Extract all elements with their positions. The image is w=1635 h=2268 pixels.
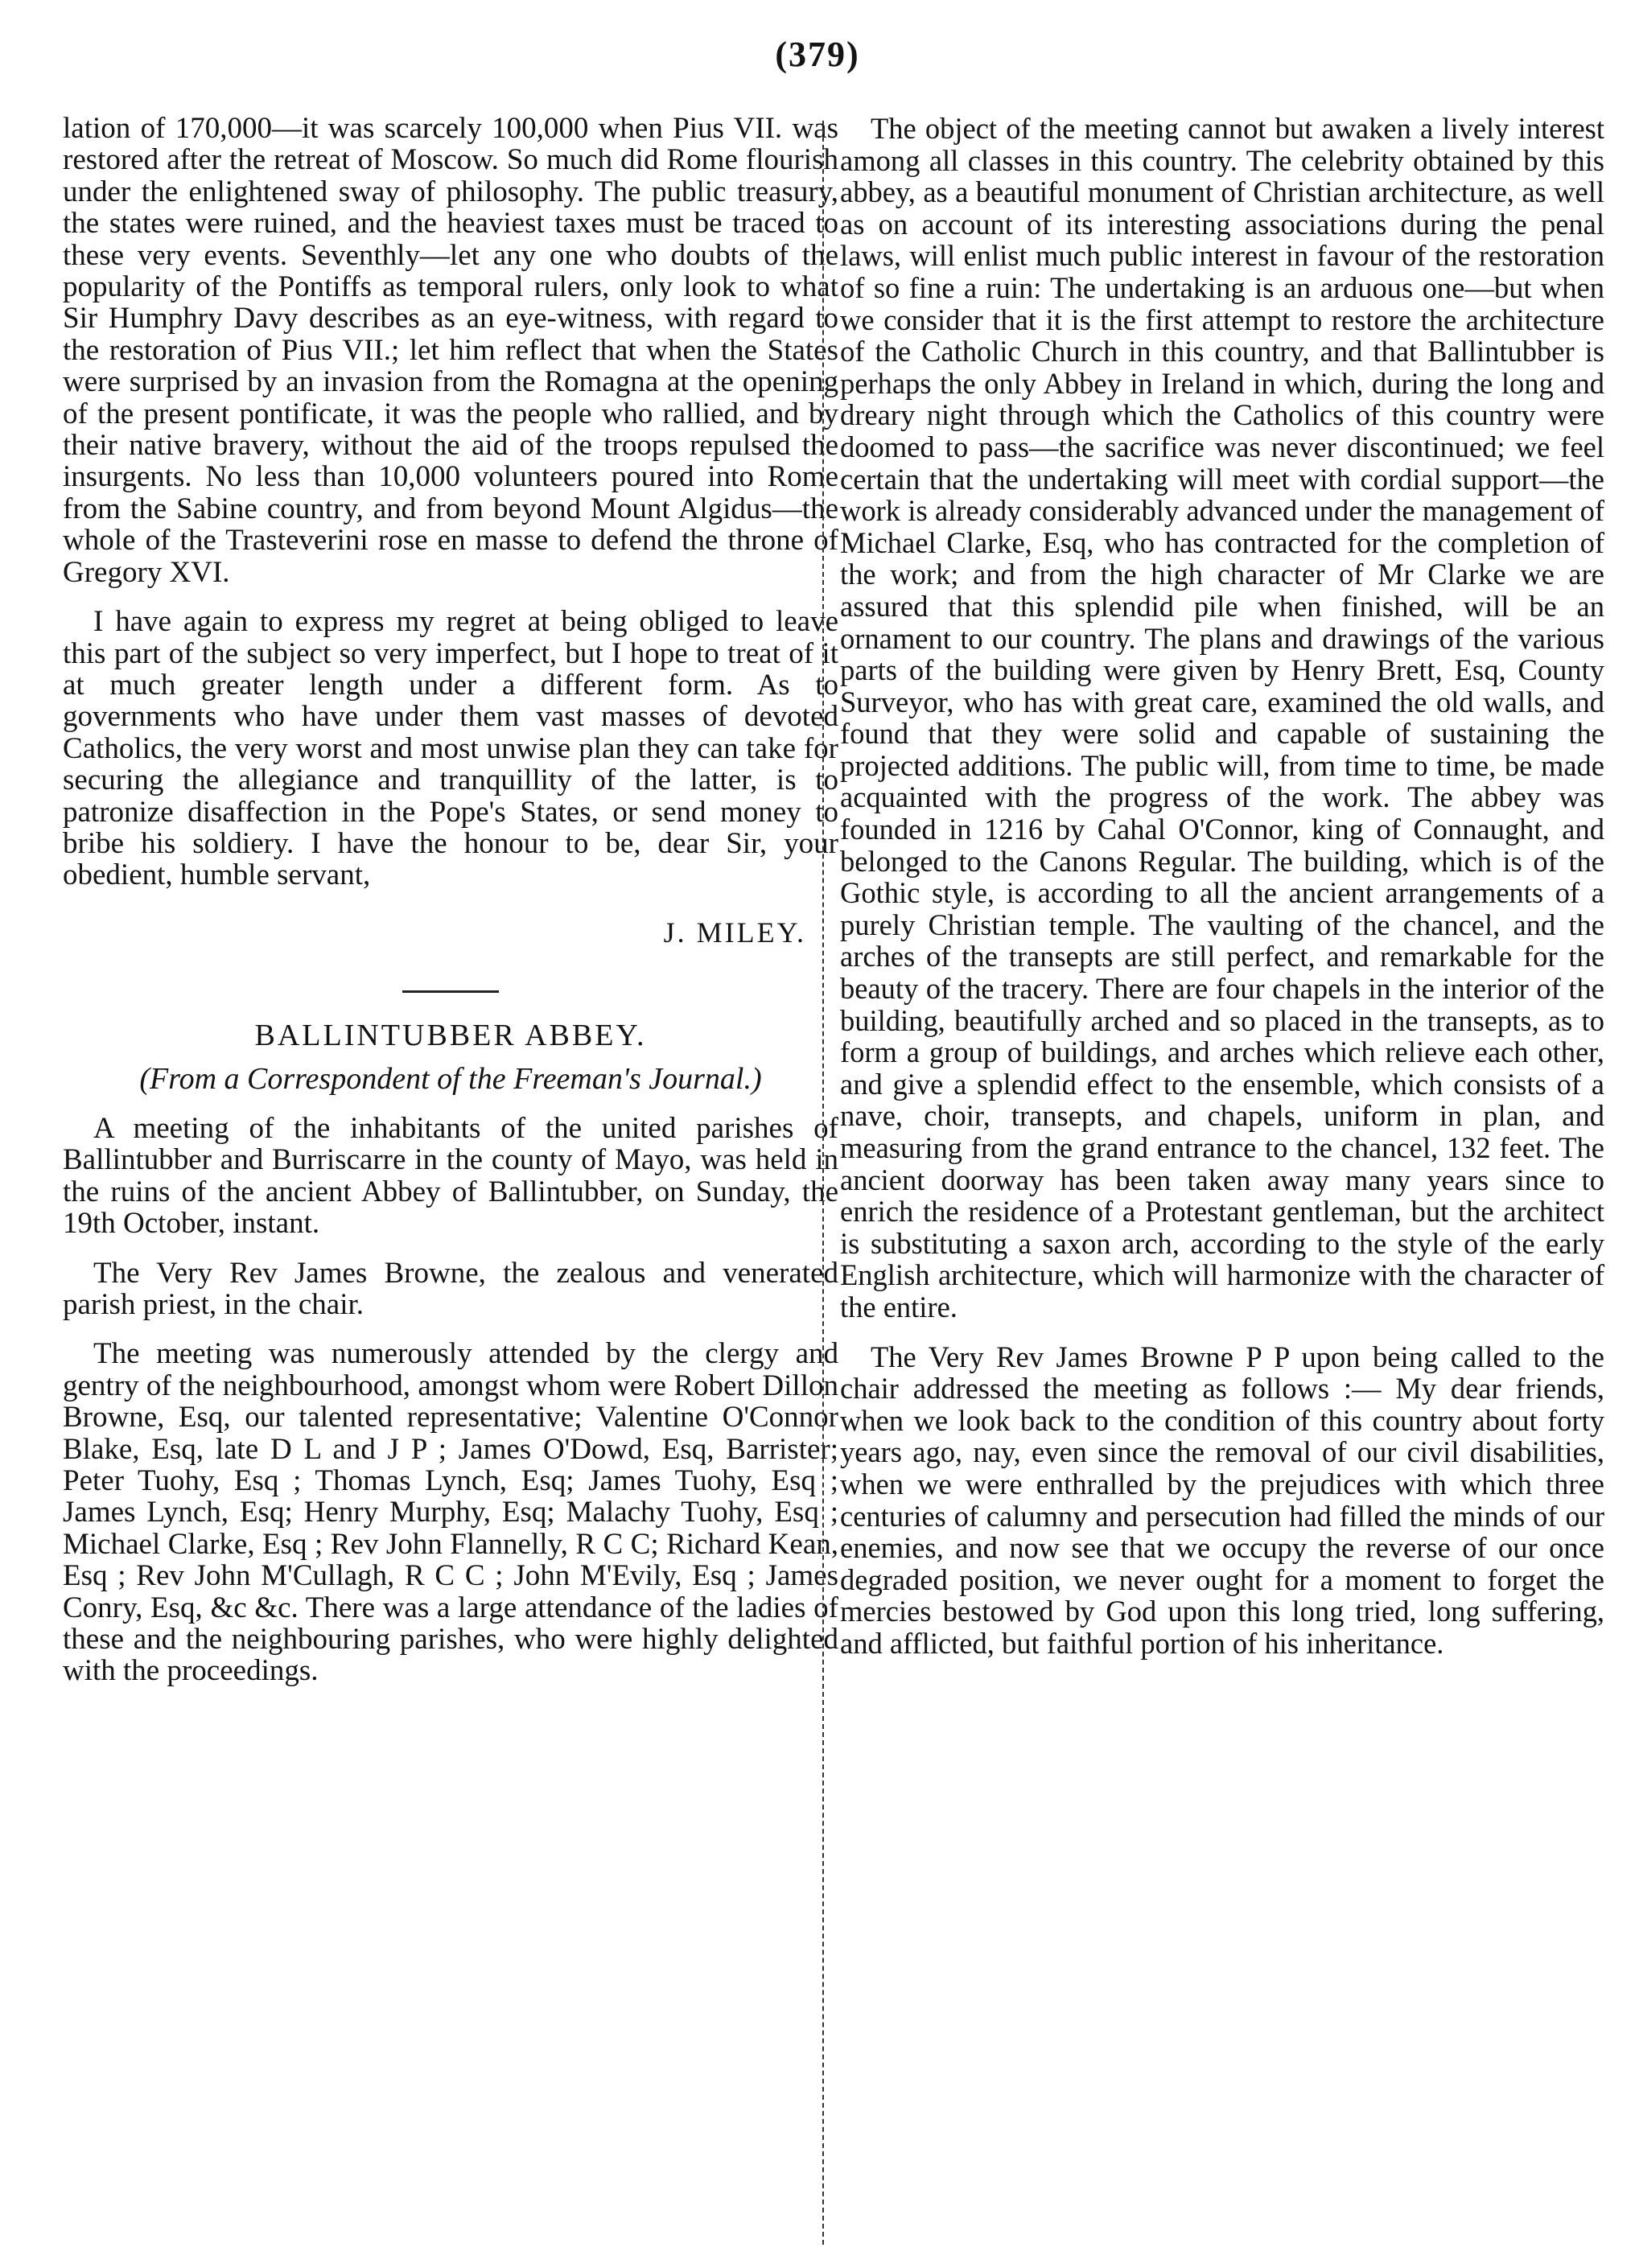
paragraph-closing: I have again to express my regret at being obliged to leave this part of the subject so very imperfect, but I hope to treat of it at much greater length under a different form. As to governments who have under them vast masses of devoted Catholics, the very worst and most unwise plan they can take for securing the allegiance and tranquillity of the latter, is to patronize disaffection in the Pope's States, or send money to bribe his soldiery. I have the honour to be, dear Sir, your obedient, humble servant, [63, 605, 838, 892]
article-paragraph: The object of the meeting cannot but awaken a lively interest among all classes in this country. The celebrity obtained by this abbey, as a beautiful monument of Christian architecture, as well as on account of its interesting associations during the penal laws, will enlist much public interest in favour of the restoration of so fine a ruin: The undertaking is an arduous one—but when we consider that it is the first attempt to restore the architecture of the Catholic Church in this country, and that Ballintubber is perhaps the only Abbey in Ireland in which, during the long and dreary night through which the Catholics of this country were doomed to pass—the sacrifice was never discontinued; we feel certain that the undertaking will meet with cordial support—the work is already considerably advanced under the management of Michael Clarke, Esq, who has contracted for the completion of the work; and from the high character of Mr Clarke we are assured that this splendid pile when finished, will be an ornament to our country. The plans and drawings of the various parts of the building were given by Henry Brett, Esq, County Surveyor, who has with great care, examined the old walls, and found that they were solid and capable of sustaining the projected additions. The public will, from time to time, be made acquainted with the progress of the work. The abbey was founded in 1216 by Cahal O'Connor, king of Connaught, and belonged to the Canons Regular. The building, which is of the Gothic style, is according to all the ancient arrangements of a purely Christian temple. The vaulting of the chancel, and the arches of the transepts are still perfect, and remarkable for the beauty of the tracery. There are four chapels in the interior of the building, beautifully arched and so placed in the transepts, as to form a group of buildings, and arches which relieve each other, and give a splendid effect to the ensemble, which consists of a nave, choir, transepts, and chapels, uniform in plan, and measuring from the grand entrance to the chancel, 132 feet. The ancient doorway has been taken away many years since to enrich the residence of a Protestant gentleman, but the architect is substituting a saxon arch, according to the style of the early English architecture, which will harmonize with the character of the entire. [840, 112, 1604, 1323]
left-column [63, 113, 838, 1687]
column-rule [822, 121, 824, 2245]
letter-signature: J. MILEY. [663, 916, 806, 949]
article-paragraph: The Very Rev James Browne P P upon being called to the chair addressed the meeting as follows :— My dear friends, when we look back to the condition of this country about forty years ago, nay, even since the removal of our civil disabilities, when we were enthralled by the prejudices with which three centuries of calumny and persecution had filled the minds of our enemies, and now see that we occupy the reverse of our once degraded position, we never ought for a moment to forget the mercies bestowed by God upon this long tried, long suffering, and afflicted, but faithful portion of his inheritance. [840, 1340, 1604, 1660]
page-number: (379) [775, 35, 860, 74]
article-title: BALLINTUBBER ABBEY. [254, 1019, 647, 1053]
article-paragraph: A meeting of the inhabitants of the united parishes of Ballintubber and Burriscarre in the county of Mayo, was held in the ruins of the ancient Abbey of Ballintubber, on Sunday, the 19th October, instant. [63, 1111, 838, 1241]
article-source: (From a Correspondent of the Freeman's Journal.) [139, 1061, 762, 1096]
right-column [840, 113, 1604, 1660]
article-paragraph: The Very Rev James Browne, the zealous and venerated parish priest, in the chair. [63, 1256, 838, 1321]
paragraph-continuation: lation of 170,000—it was scarcely 100,000 when Pius VII. was restored after the retreat of Moscow. So much did Rome flourish under the enlightened sway of philosophy. The public treasury, the states were ruined, and the heaviest taxes must be traced to these very events. Seventhly—let any one who doubts of the popularity of the Pontiffs as temporal rulers, only look to what Sir Humphry Davy describes as an eye-witness, with regard to the restoration of Pius VII.; let him reflect that when the States were surprised by an invasion from the Romagna at the opening of the present pontificate, it was the people who rallied, and by their native bravery, without the aid of the troops repulsed the insurgents. No less than 10,000 volunteers poured into Rome from the Sabine country, and from beyond Mount Algidus—the whole of the Trasteverini rose en masse to defend the throne of Gregory XVI. [63, 112, 838, 589]
article-paragraph: The meeting was numerously attended by the clergy and gentry of the neighbourhood, amongst whom were Robert Dillon Browne, Esq, our talented representative; Valentine O'Connor Blake, Esq, late D L and J P ; James O'Dowd, Esq, Barrister; Peter Tuohy, Esq ; Thomas Lynch, Esq; James Tuohy, Esq ; James Lynch, Esq; Henry Murphy, Esq; Malachy Tuohy, Esq ; Michael Clarke, Esq ; Rev John Flannelly, R C C; Richard Kean, Esq ; Rev John M'Cullagh, R C C ; John M'Evily, Esq ; James Conry, Esq, &c &c. There was a large attendance of the ladies of these and the neighbouring parishes, who were highly delighted with the proceedings. [63, 1337, 838, 1688]
section-divider [402, 990, 499, 993]
